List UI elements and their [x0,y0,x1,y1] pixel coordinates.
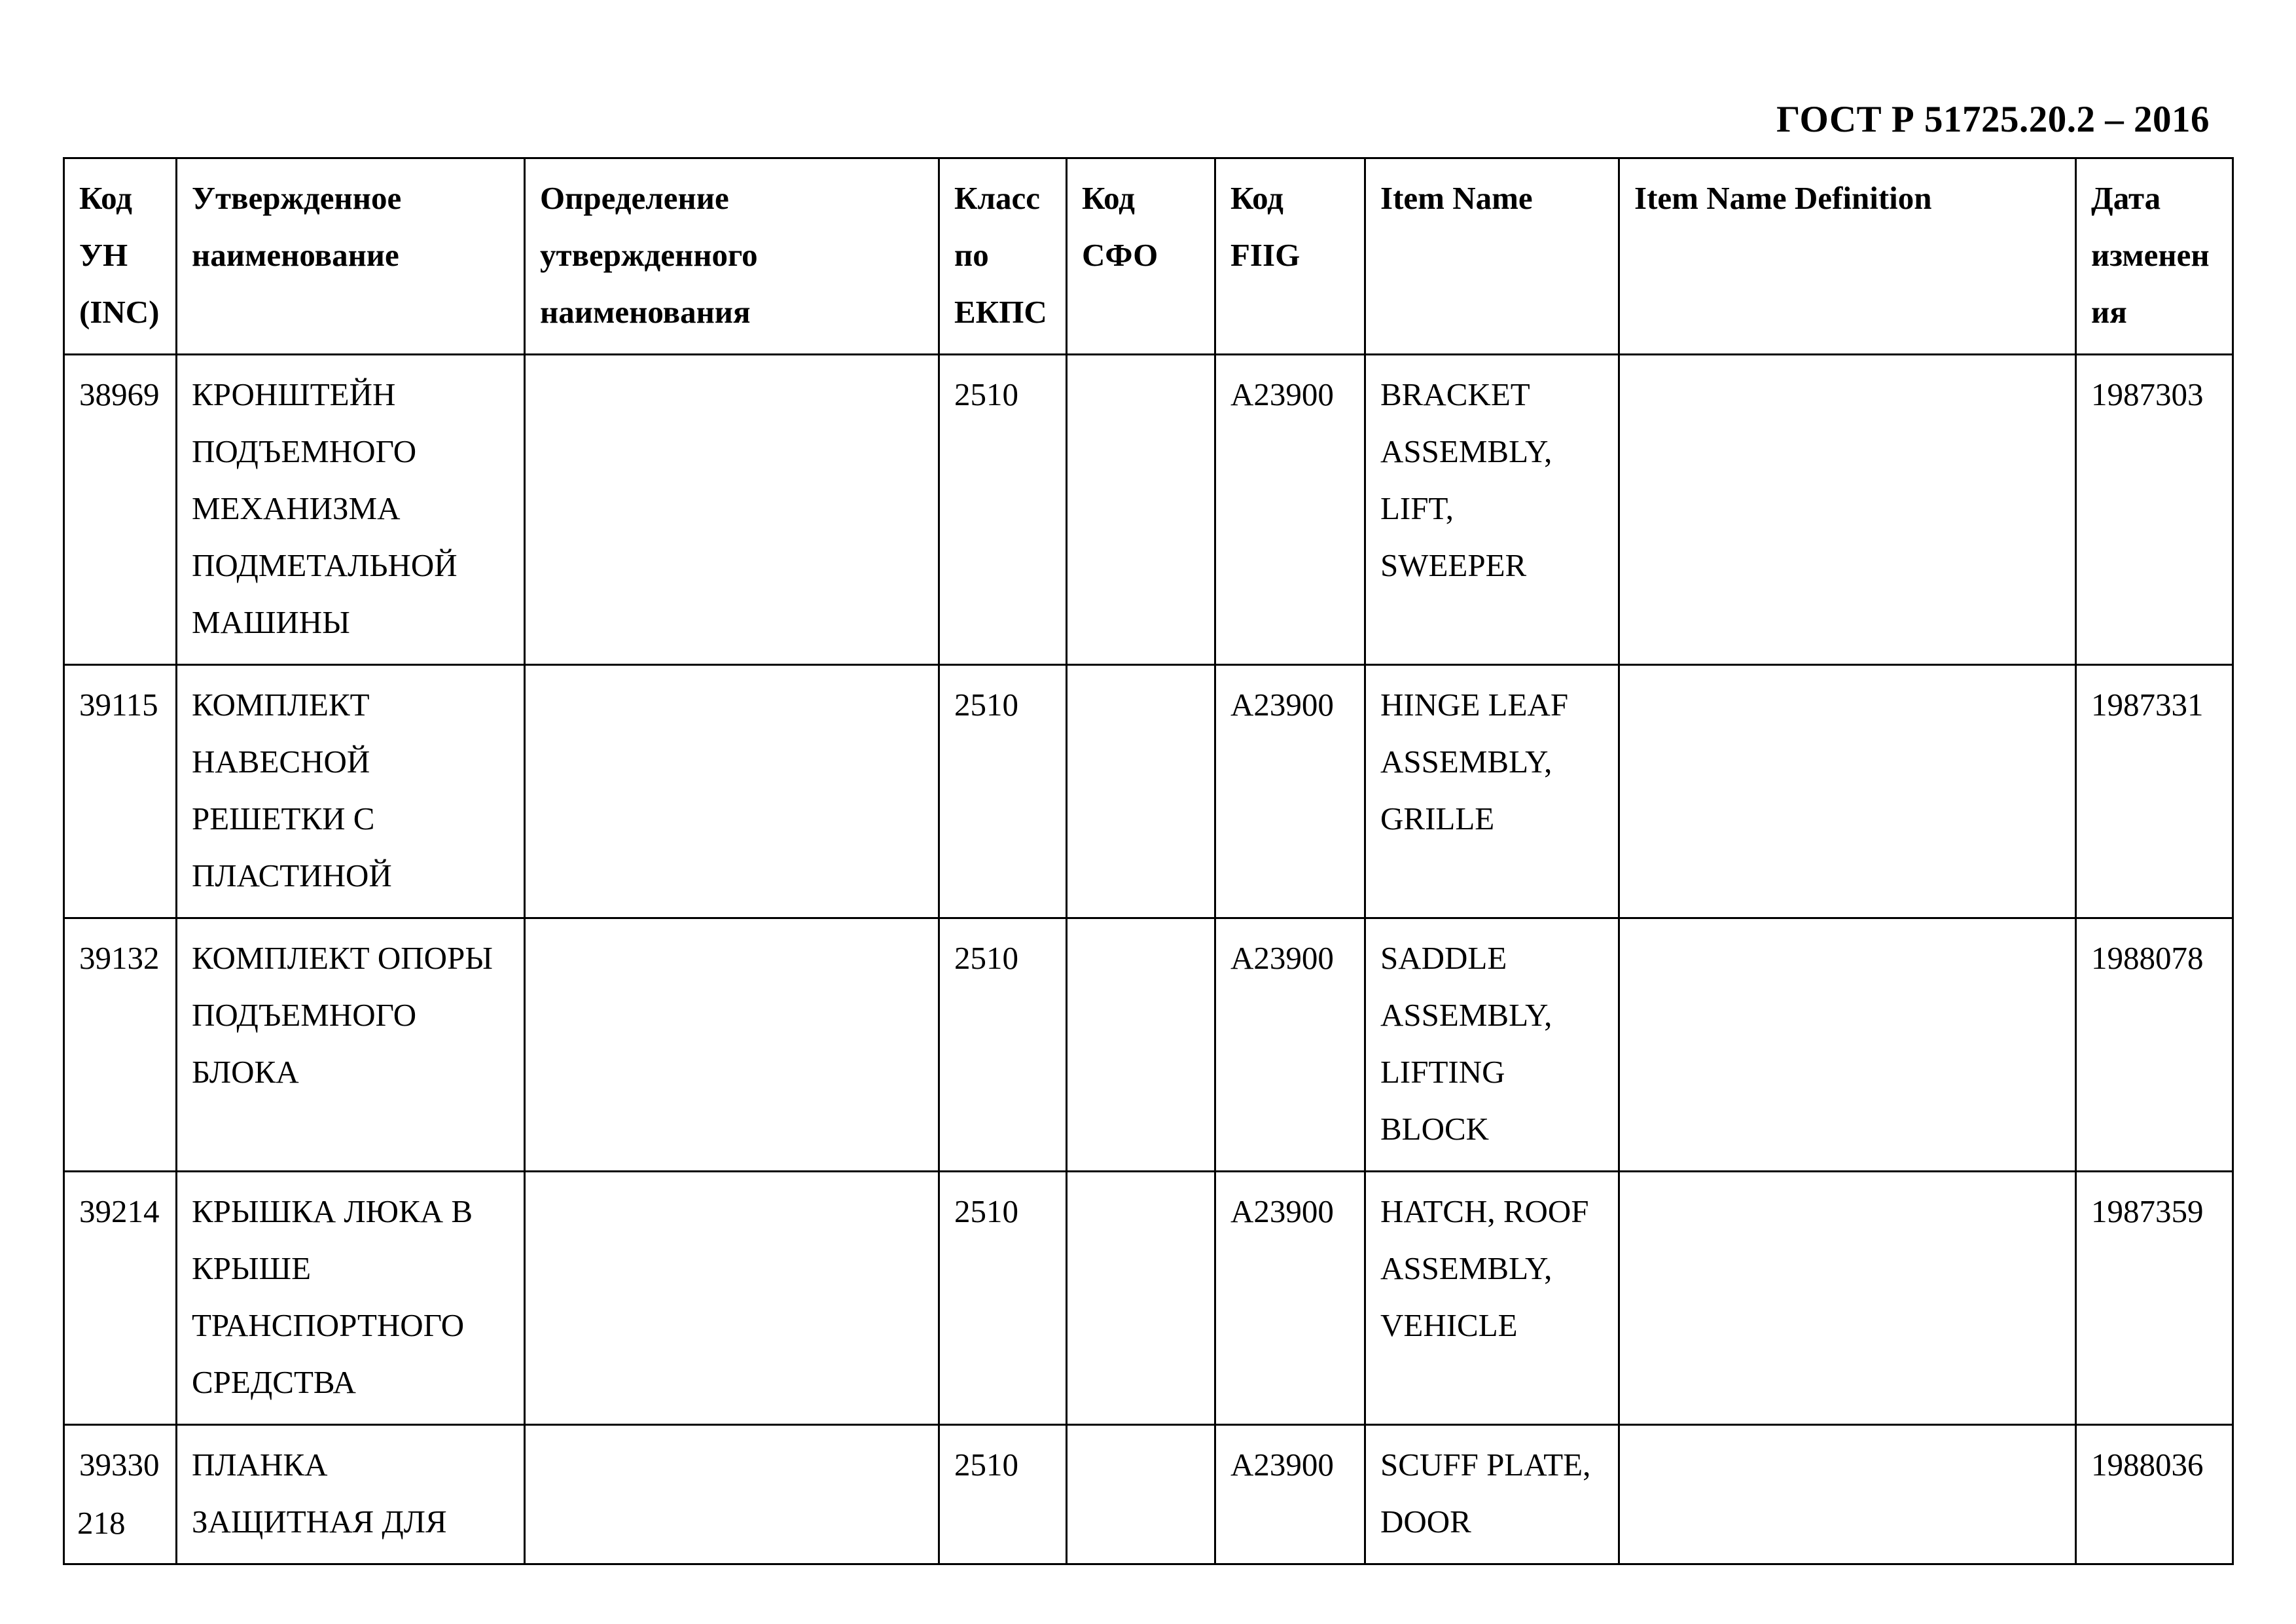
cell-fiig-code: A23900 [1215,1425,1365,1564]
cell-change-date: 1988078 [2076,918,2233,1172]
cell-fiig-code: A23900 [1215,665,1365,918]
cell-approved-name: КРЫШКА ЛЮКА В КРЫШЕ ТРАНСПОРТНОГО СРЕДСТВА [177,1172,525,1425]
cell-ekps-class: 2510 [939,665,1067,918]
cell-change-date: 1987331 [2076,665,2233,918]
page-number: 218 [77,1505,126,1541]
header-sfo-code: Код СФО [1067,158,1215,355]
cell-inc: 39214 [64,1172,177,1425]
header-fiig-code: Код FIIG [1215,158,1365,355]
cell-ekps-class: 2510 [939,1425,1067,1564]
cell-approved-name: КОМПЛЕКТ НАВЕСНОЙ РЕШЕТКИ С ПЛАСТИНОЙ [177,665,525,918]
table-row [64,355,2233,665]
cell-fiig-code: A23900 [1215,918,1365,1172]
cell-item-name-definition [1619,665,2076,918]
cell-ekps-class: 2510 [939,1172,1067,1425]
item-names-table [63,157,2234,1565]
cell-definition [525,1172,939,1425]
cell-ekps-class: 2510 [939,355,1067,665]
cell-fiig-code: A23900 [1215,1172,1365,1425]
cell-change-date: 1987359 [2076,1172,2233,1425]
cell-definition [525,1425,939,1564]
cell-change-date: 1987303 [2076,355,2233,665]
cell-change-date: 1988036 [2076,1425,2233,1564]
cell-definition [525,665,939,918]
table-header-row [64,158,2233,355]
cell-inc: 39115 [64,665,177,918]
cell-definition [525,355,939,665]
cell-inc: 38969 [64,355,177,665]
table-row [64,918,2233,1172]
cell-ekps-class: 2510 [939,918,1067,1172]
cell-inc: 39132 [64,918,177,1172]
cell-item-name: HINGE LEAF ASSEMBLY, GRILLE [1365,665,1619,918]
header-item-name: Item Name [1365,158,1619,355]
table-row [64,1172,2233,1425]
cell-item-name-definition [1619,355,2076,665]
cell-sfo-code [1067,355,1215,665]
cell-definition [525,918,939,1172]
cell-sfo-code [1067,1172,1215,1425]
cell-sfo-code [1067,665,1215,918]
header-definition: Определение утвержденного наименования [525,158,939,355]
cell-fiig-code: A23900 [1215,355,1365,665]
header-inc: Код УН (INC) [64,158,177,355]
cell-item-name-definition [1619,1425,2076,1564]
cell-sfo-code [1067,918,1215,1172]
header-change-date: Дата изменения [2076,158,2233,355]
cell-approved-name: КРОНШТЕЙН ПОДЪЕМНОГО МЕХАНИЗМА ПОДМЕТАЛЬНОЙ МАШИНЫ [177,355,525,665]
header-approved-name: Утвержденное наименование [177,158,525,355]
cell-approved-name: ПЛАНКА ЗАЩИТНАЯ ДЛЯ [177,1425,525,1564]
cell-item-name: SCUFF PLATE, DOOR [1365,1425,1619,1564]
table-row [64,665,2233,918]
header-item-name-definition: Item Name Definition [1619,158,2076,355]
cell-sfo-code [1067,1425,1215,1564]
header-ekps-class: Класс по ЕКПС [939,158,1067,355]
cell-item-name-definition [1619,918,2076,1172]
cell-item-name: SADDLE ASSEMBLY, LIFTING BLOCK [1365,918,1619,1172]
document-standard-title: ГОСТ Р 51725.20.2 – 2016 [1776,99,2210,140]
cell-item-name: HATCH, ROOF ASSEMBLY, VEHICLE [1365,1172,1619,1425]
cell-item-name-definition [1619,1172,2076,1425]
cell-inc: 39330 [64,1425,177,1564]
table-row [64,1425,2233,1564]
cell-approved-name: КОМПЛЕКТ ОПОРЫ ПОДЪЕМНОГО БЛОКА [177,918,525,1172]
cell-item-name: BRACKET ASSEMBLY, LIFT, SWEEPER [1365,355,1619,665]
